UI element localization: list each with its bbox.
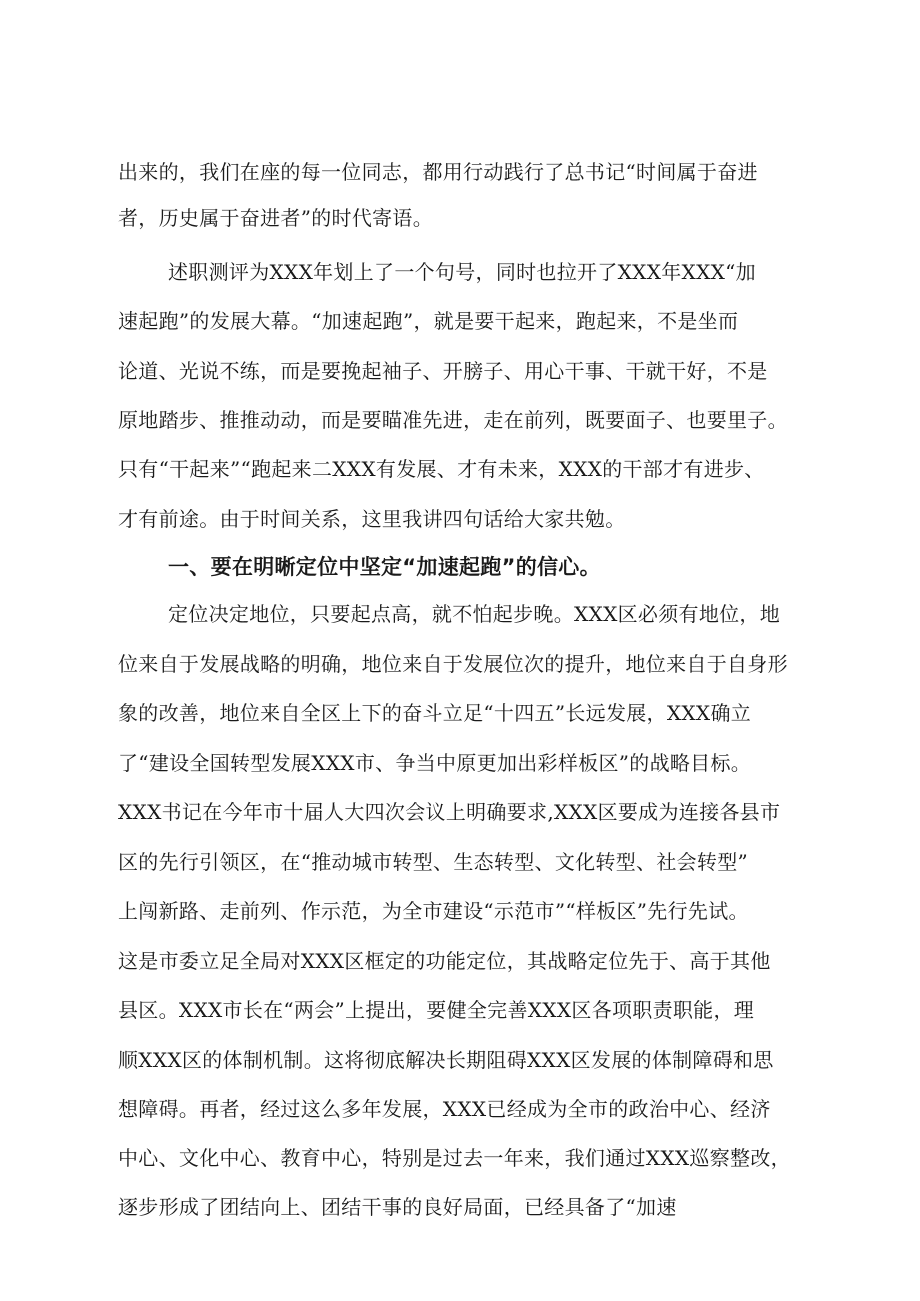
body-text-line: 中心、文化中心、教育中心，特别是过去一年来，我们通过XXX巡察整改， bbox=[118, 1146, 791, 1170]
section-heading: 一、要在明晰定位中坚定“加速起跑”的信心。 bbox=[168, 555, 601, 579]
body-text-line: 象的改善，地位来自全区上下的奋斗立足“十四五”长远发展，XXX确立 bbox=[118, 701, 752, 725]
body-text-line: 出来的，我们在座的每一位同志，都用行动践行了总书记“时间属于奋进 bbox=[118, 160, 758, 184]
body-text-line: 者，历史属于奋进者”的时代寄语。 bbox=[118, 206, 434, 230]
body-text-line: 区的先行引领区，在“推动城市转型、生态转型、文化转型、社会转型” bbox=[118, 850, 749, 874]
body-text-line: XXX书记在今年市十届人大四次会议上明确要求,XXX区要成为连接各县市 bbox=[118, 800, 781, 824]
body-text-line: 速起跑”的发展大幕。“加速起跑”，就是要干起来，跑起来，不是坐而 bbox=[118, 309, 739, 333]
body-text-line: 想障碍。再者，经过这么多年发展，XXX已经成为全市的政治中心、经济 bbox=[118, 1097, 771, 1121]
body-text-line: 才有前途。由于时间关系，这里我讲四句话给大家共勉。 bbox=[118, 507, 626, 531]
body-text-line: 了“建设全国转型发展XXX市、争当中原更加出彩样板区”的战略目标。 bbox=[118, 751, 752, 775]
body-text-line: 顺XXX区的体制机制。这将彻底解决长期阻碍XXX区发展的体制障碍和思 bbox=[118, 1048, 774, 1072]
paragraph-first-line: 定位决定地位，只要起点高，就不怕起步晚。XXX区必须有地位，地 bbox=[168, 602, 781, 626]
body-text-line: 位来自于发展战略的明确，地位来自于发展位次的提升，地位来自于自身形 bbox=[118, 652, 788, 676]
paragraph-first-line: 述职测评为XXX年划上了一个句号，同时也拉开了XXX年XXX“加 bbox=[168, 260, 756, 284]
body-text-line: 论道、光说不练，而是要挽起袖子、开膀子、用心干事、干就干好，不是 bbox=[118, 359, 768, 383]
body-text-line: 县区。XXX市长在“两会”上提出，要健全完善XXX区各项职责职能，理 bbox=[118, 998, 755, 1022]
body-text-line: 只有“干起来”“跑起来二XXX有发展、才有未来，XXX的干部才有进步、 bbox=[118, 457, 765, 481]
body-text-line: 上闯新路、走前列、作示范，为全市建设“示范市”“样板区”先行先试。 bbox=[118, 899, 749, 923]
body-text-line: 逐步形成了团结向上、团结干事的良好局面，已经具备了“加速 bbox=[118, 1195, 677, 1219]
body-text-line: 原地踏步、推推动动，而是要瞄准先进，走在前列，既要面子、也要里子。 bbox=[118, 408, 788, 432]
body-text-line: 这是市委立足全局对XXX区框定的功能定位，其战略定位先于、高于其他 bbox=[118, 949, 771, 973]
